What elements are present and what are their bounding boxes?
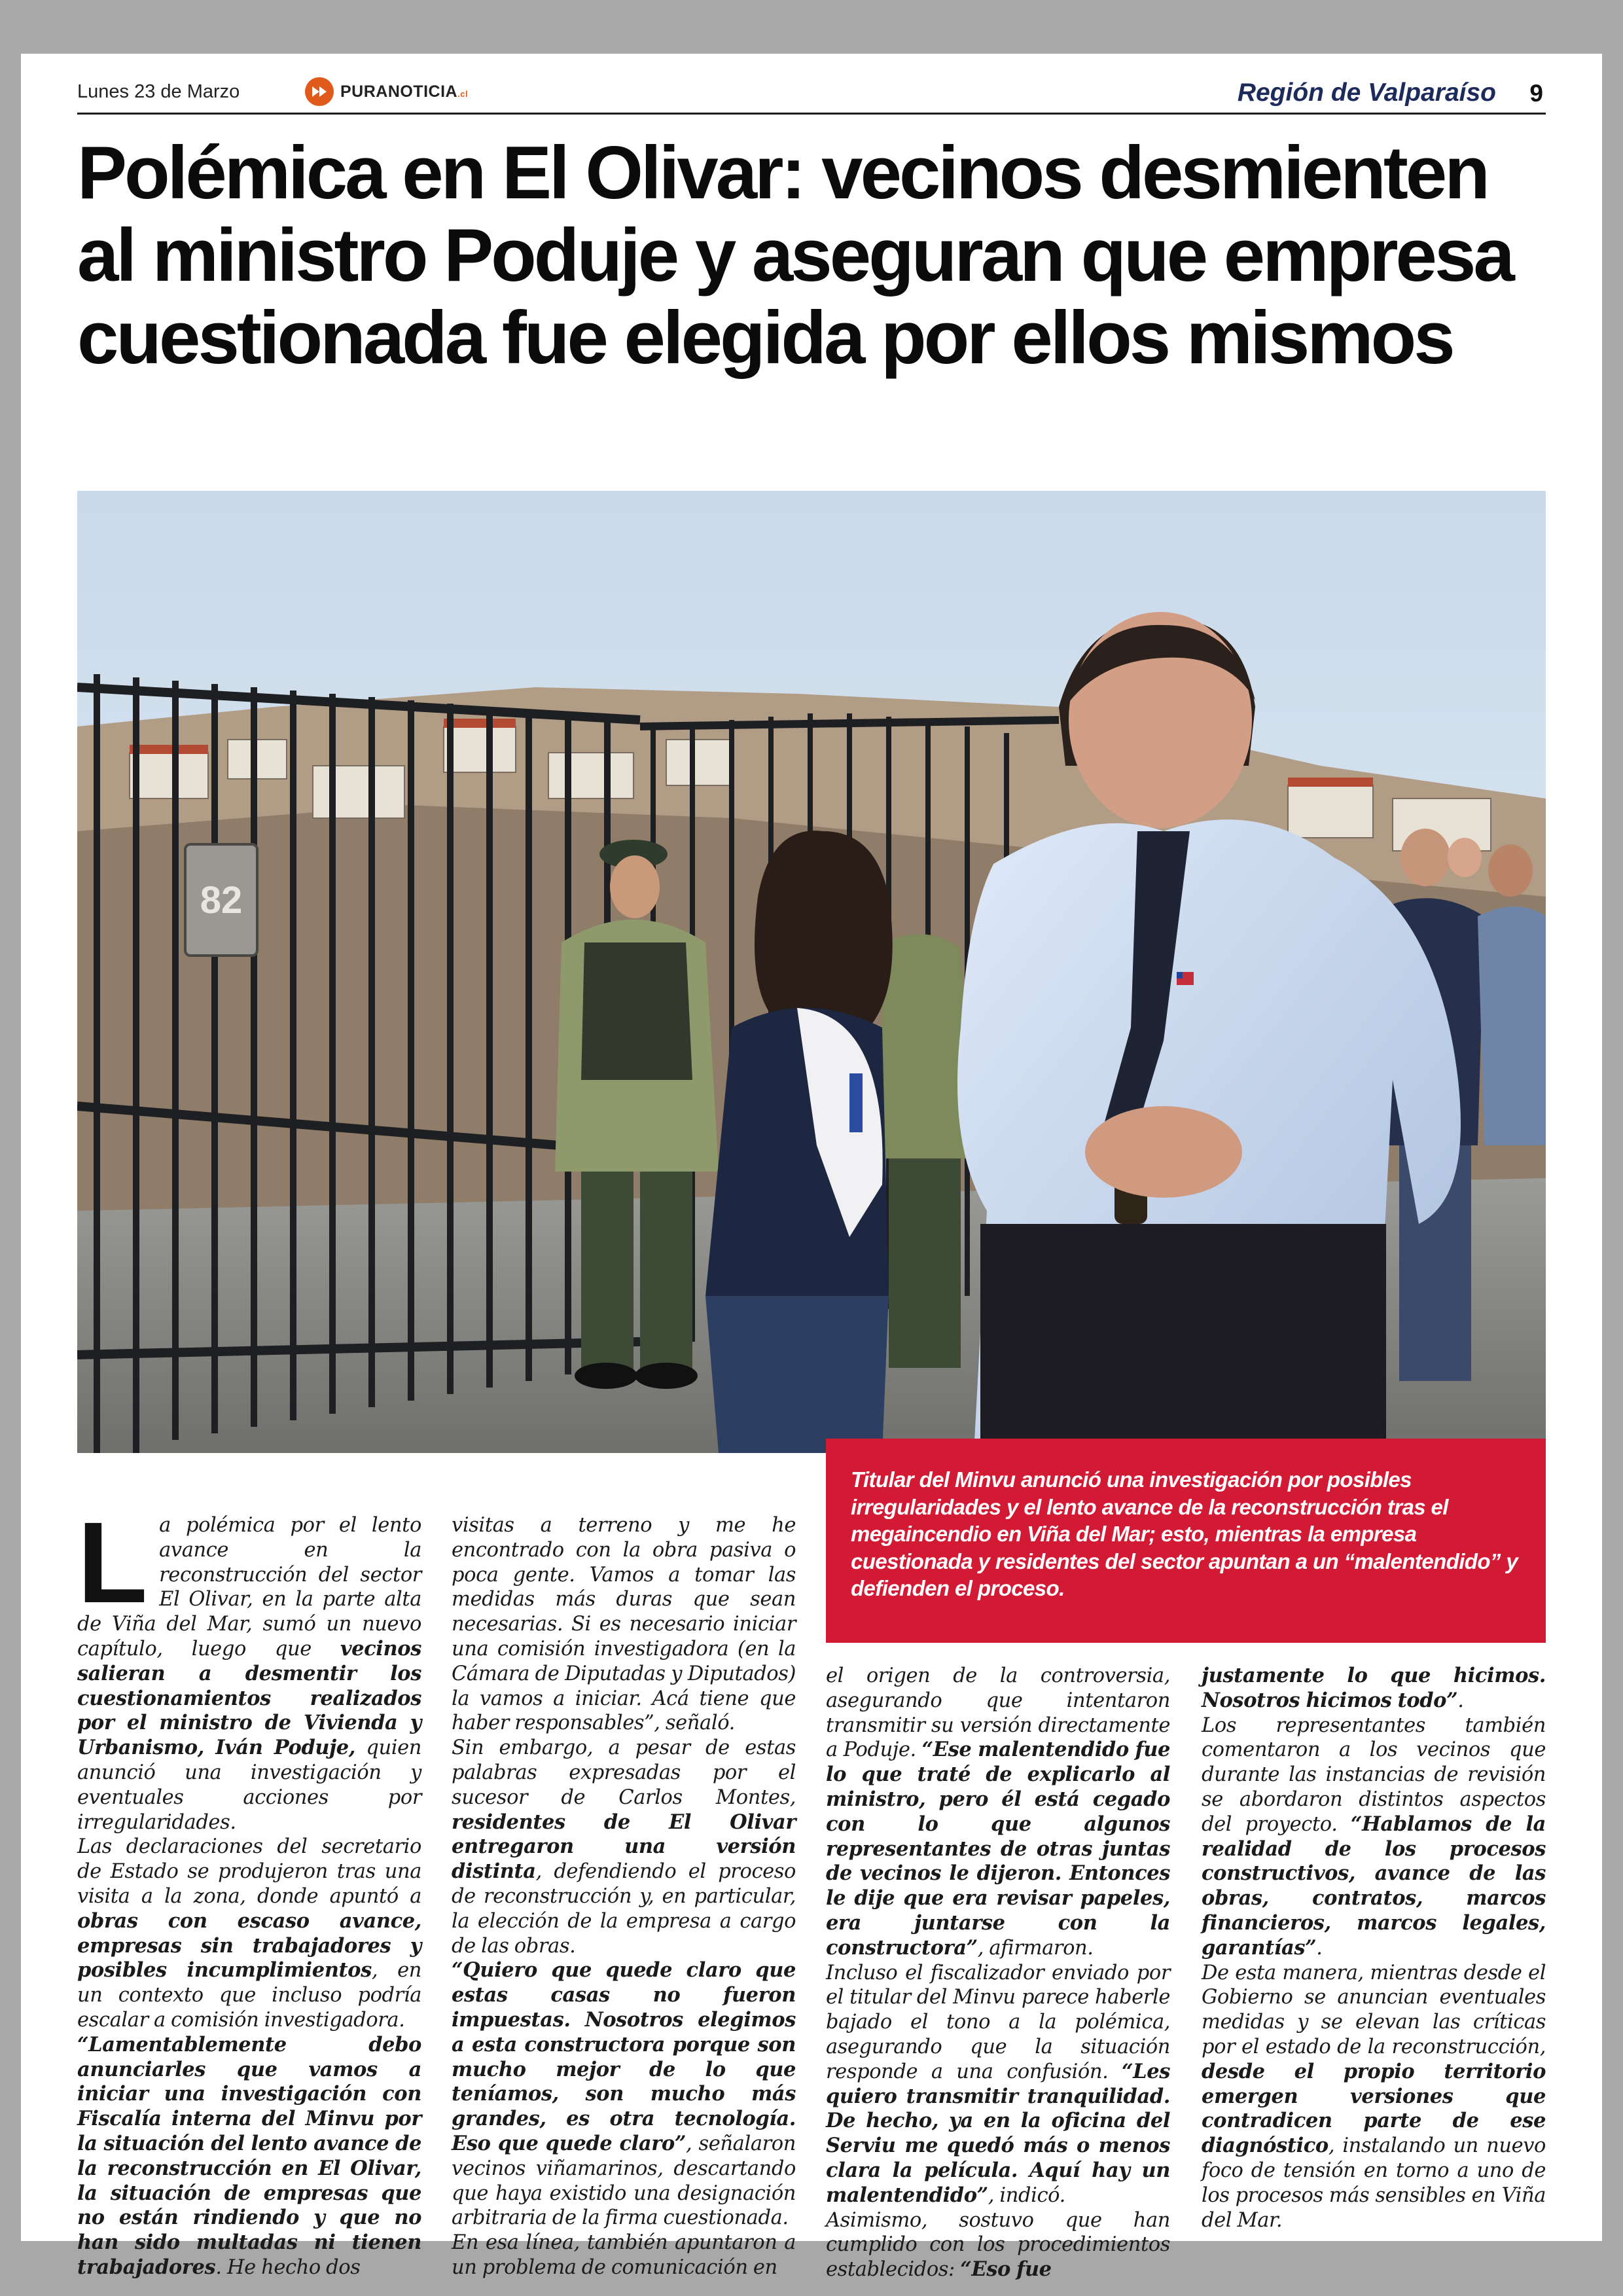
svg-text:82: 82	[200, 879, 243, 922]
header-rule	[77, 113, 1546, 115]
play-arrows-icon	[305, 77, 334, 106]
paragraph: a polémica por el lento avance en la reconstrucción del sector El Olivar, en la parte alta de Viña del Mar, sumó un nuevo capítulo, luego que vecinos salieran a desmentir los cuestionamientos realizados por el ministro de Vivienda y Urbanismo, Iván Poduje, quien anunció una investigación y eventuales acciones por irregularidades.	[77, 1514, 421, 1834]
paragraph: visitas a terreno y me he encontrado con la obra pasiva o poca gente. Vamos a tomar las medidas más duras que sean necesarias. Si es necesario iniciar una comisión investigadora (en la Cámara de Diputadas y Diputados) la vamos a iniciar. Acá tiene que haber responsables”, señaló.	[452, 1514, 796, 1735]
paragraph: En esa línea, también apuntaron a un problema de comunicación en	[452, 2231, 796, 2279]
article-column-4	[1202, 1664, 1546, 2233]
paragraph: Asimismo, sostuvo que han cumplido con los procedimientos establecidos: “Eso fue	[826, 2208, 1171, 2282]
issue-date: Lunes 23 de Marzo	[77, 81, 240, 102]
paragraph: “Lamentablemente debo anunciarles que vamos a iniciar una investigación con Fiscalía interna del Minvu por la situación del lento avance de la reconstrucción en El Olivar, la situación de empresas que no están rindiendo y que no han sido multadas ni tienen trabajadores. He hecho dos	[77, 2032, 422, 2279]
paragraph: Incluso el fiscalizador enviado por el titular del Minvu parece haberle bajado el tono a la polémica, asegurando que la situación responde a una confusión. “Les quiero transmitir tranquilidad. De hecho, ya en la oficina del Serviu me quedó más o menos clara la película. Aquí hay un malentendido”, indicó.	[826, 1961, 1171, 2207]
logo-wordmark: PURANOTICIA.cl	[340, 82, 469, 101]
paragraph: el origen de la controversia, asegurando que intentaron transmitir su versión directamente a Poduje. “Ese malentendido fue lo que traté de explicarlo al ministro, pero él está cegado con lo que algunos representantes de otras juntas de vecinos le dijeron. Entonces le dije que era revisar papeles, era juntarse con la constructora”, afirmaron.	[826, 1664, 1171, 1960]
paragraph: Los representantes también comentaron a los vecinos que durante las instancias de revisión se abordaron distintos aspectos del proyecto. “Hablamos de la realidad de los procesos constructivos, avance de las obras, contratos, marcos financieros, marcos legales, garantías”.	[1202, 1713, 1546, 1960]
section-title: Región de Valparaíso	[1237, 79, 1496, 107]
article-column-2	[452, 1513, 796, 2280]
photo-caption: Titular del Minvu anunció una investigación por posibles irregularidades y el lento avance de la reconstrucción tras el megaincendio en Viña del Mar; esto, mientras la empresa cuestionada y residentes del sector apuntan a un “malentendido” y defienden el proceso.	[826, 1439, 1546, 1643]
paragraph: justamente lo que hicimos. Nosotros hicimos todo”.	[1202, 1664, 1546, 1712]
article-photo	[77, 491, 1546, 1453]
page-header	[77, 77, 1546, 117]
paragraph: Las declaraciones del secretario de Estado se produjeron tras una visita a la zona, donde apuntó a obras con escaso avance, empresas sin trabajadores y posibles incumplimientos, en un contexto que incluso podría escalar a comisión investigadora.	[77, 1835, 421, 2032]
publication-logo	[305, 77, 468, 106]
headline: Polémica en El Olivar: vecinos desmienten al ministro Poduje y aseguran que empresa cuestionada fue elegida por ellos mismos	[77, 132, 1512, 380]
paragraph: Sin embargo, a pesar de estas palabras expresadas por el sucesor de Carlos Montes, residentes de El Olivar entregaron una versión distinta, defendiendo el proceso de reconstrucción y, en particular, la elección de la empresa a cargo de las obras.	[452, 1736, 796, 1958]
paragraph: De esta manera, mientras desde el Gobierno se anuncian eventuales medidas y se elevan las críticas por el estado de la reconstrucción, desde el propio territorio emergen versiones que contradicen parte de ese diagnóstico, instalando un nuevo foco de tensión en torno a uno de los procesos más sensibles en Viña del Mar.	[1202, 1961, 1546, 2232]
drop-cap: L	[77, 1499, 148, 1627]
page-number: 9	[1529, 80, 1543, 107]
article-column-1	[77, 1499, 422, 2280]
paragraph: “Quiero que quede claro que estas casas no fueron impuestas. Nosotros elegimos a esta constructora porque son mucho mejor de lo que teníamos, son mucho más grandes, es otra tecnología. Eso que quede claro”, señalaron vecinos viñamarinos, descartando que haya existido una designación arbitraria de la firma cuestionada.	[452, 1958, 796, 2230]
article-column-3	[826, 1664, 1170, 2282]
